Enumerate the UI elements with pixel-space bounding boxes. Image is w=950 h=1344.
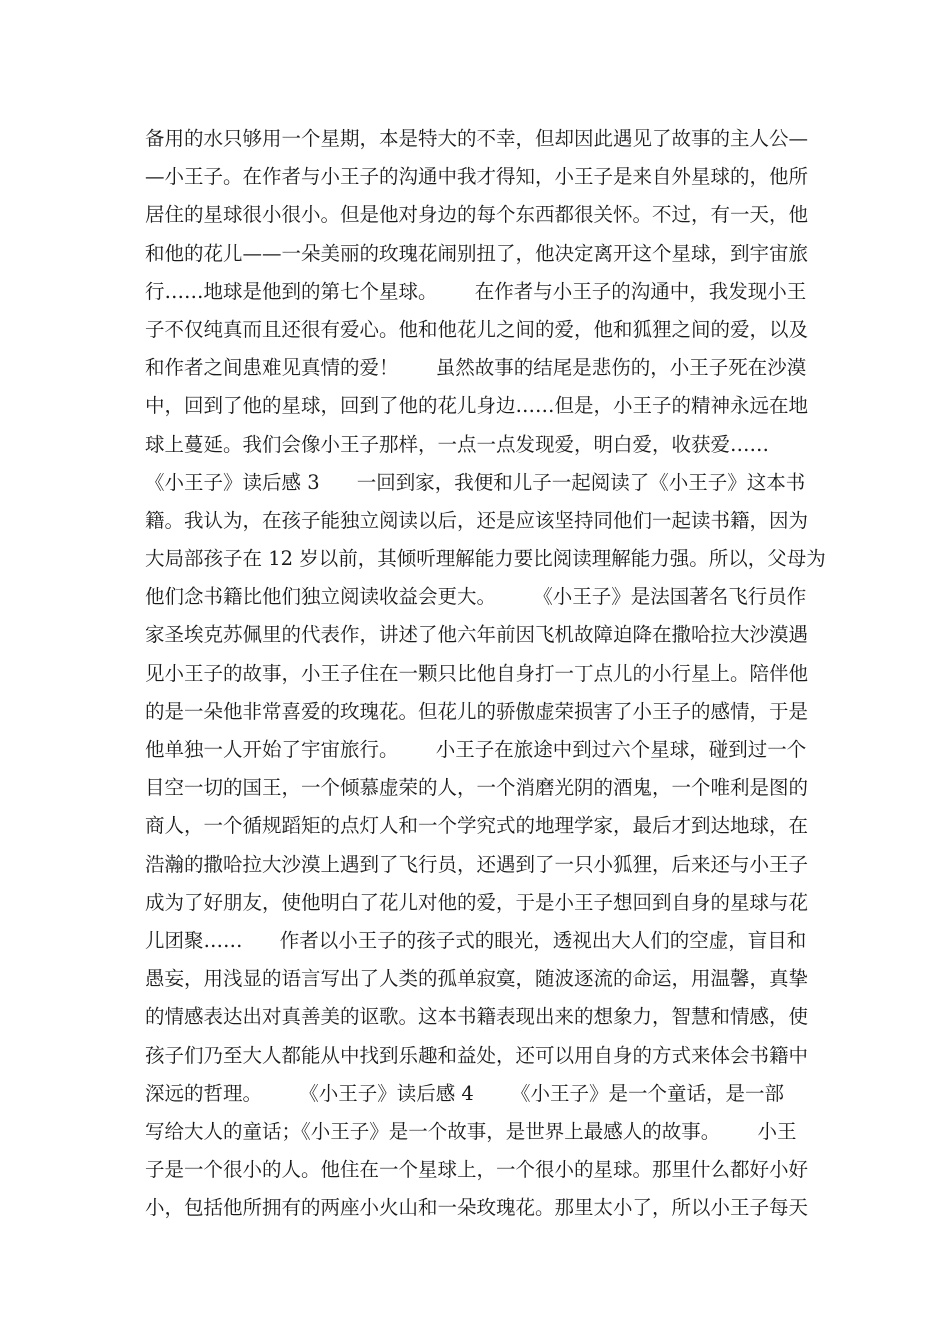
text-line: 籍。我认为，在孩子能独立阅读以后，还是应该坚持同他们一起读书籍，因为: [145, 508, 809, 532]
text-line: 孩子们乃至大人都能从中找到乐趣和益处，还可以用自身的方式来体会书籍中: [145, 1043, 809, 1067]
text-line: 备用的水只够用一个星期，本是特大的不幸，但却因此遇见了故事的主人公—: [145, 127, 809, 150]
text-line: 目空一切的国王，一个倾慕虚荣的人，一个消磨光阴的酒鬼，一个唯利是图的: [145, 776, 809, 800]
text-line: —小王子。在作者与小王子的沟通中我才得知，小王子是来自外星球的，他所: [145, 165, 809, 189]
text-line: 他单独一人开始了宇宙旅行。 小王子在旅途中到过六个星球，碰到过一个: [145, 738, 807, 761]
text-line: 愚妄，用浅显的语言写出了人类的孤单寂寞，随波逐流的命运，用温馨，真挚: [145, 967, 809, 991]
text-line: 子不仅纯真而且还很有爱心。他和他花儿之间的爱，他和狐狸之间的爱，以及: [145, 317, 809, 341]
text-line: 和他的花儿——一朵美丽的玫瑰花闹别扭了，他决定离开这个星球，到宇宙旅: [145, 241, 809, 265]
text-line: 子是一个很小的人。他住在一个星球上，一个很小的星球。那里什么都好小好: [145, 1158, 809, 1182]
text-line: 和作者之间患难见真情的爱！ 虽然故事的结尾是悲伤的，小王子死在沙漠: [145, 356, 807, 380]
text-line: 球上蔓延。我们会像小王子那样，一点一点发现爱，明白爱，收获爱……: [145, 432, 770, 456]
text-line: 他们念书籍比他们独立阅读收益会更大。 《小王子》是法国著名飞行员作: [145, 585, 807, 609]
text-line: 居住的星球很小很小。但是他对身边的每个东西都很关怀。不过，有一天，他: [145, 203, 809, 227]
text-line: 《小王子》读后感 3 一回到家，我便和儿子一起阅读了《小王子》这本书: [145, 470, 806, 494]
text-line: 见小王子的故事，小王子住在一颗只比他自身打一丁点儿的小行星上。陪伴他: [145, 661, 809, 685]
text-line: 行……地球是他到的第七个星球。 在作者与小王子的沟通中，我发现小王: [145, 279, 807, 303]
text-line: 深远的哲理。 《小王子》读后感 4 《小王子》是一个童话，是一部: [145, 1081, 784, 1105]
text-line: 浩瀚的撒哈拉大沙漠上遇到了飞行员，还遇到了一只小狐狸，后来还与小王子: [145, 852, 809, 876]
text-line: 中，回到了他的星球，回到了他的花儿身边……但是，小王子的精神永远在地: [145, 394, 809, 418]
text-line: 成为了好朋友，使他明白了花儿对他的爱，于是小王子想回到自身的星球与花: [145, 890, 809, 914]
text-line: 的情感表达出对真善美的讴歌。这本书籍表现出来的想象力，智慧和情感，使: [145, 1005, 809, 1029]
text-line: 商人，一个循规蹈矩的点灯人和一个学究式的地理学家，最后才到达地球，在: [145, 814, 809, 838]
text-line: 家圣埃克苏佩里的代表作，讲述了他六年前因飞机故障迫降在撒哈拉大沙漠遇: [145, 623, 809, 647]
text-line: 大局部孩子在 12 岁以前，其倾听理解能力要比阅读理解能力强。所以，父母为: [145, 547, 826, 571]
text-line: 写给大人的童话；《小王子》是一个故事，是世界上最感人的故事。 小王: [145, 1119, 797, 1143]
text-line: 小，包括他所拥有的两座小火山和一朵玫瑰花。那里太小了，所以小王子每天: [145, 1196, 809, 1220]
text-line: 的是一朵他非常喜爱的玫瑰花。但花儿的骄傲虚荣损害了小王子的感情，于是: [145, 699, 809, 723]
body-text: [145, 120, 826, 1227]
text-line: 儿团聚…… 作者以小王子的孩子式的眼光，透视出大人们的空虚，盲目和: [145, 928, 807, 952]
